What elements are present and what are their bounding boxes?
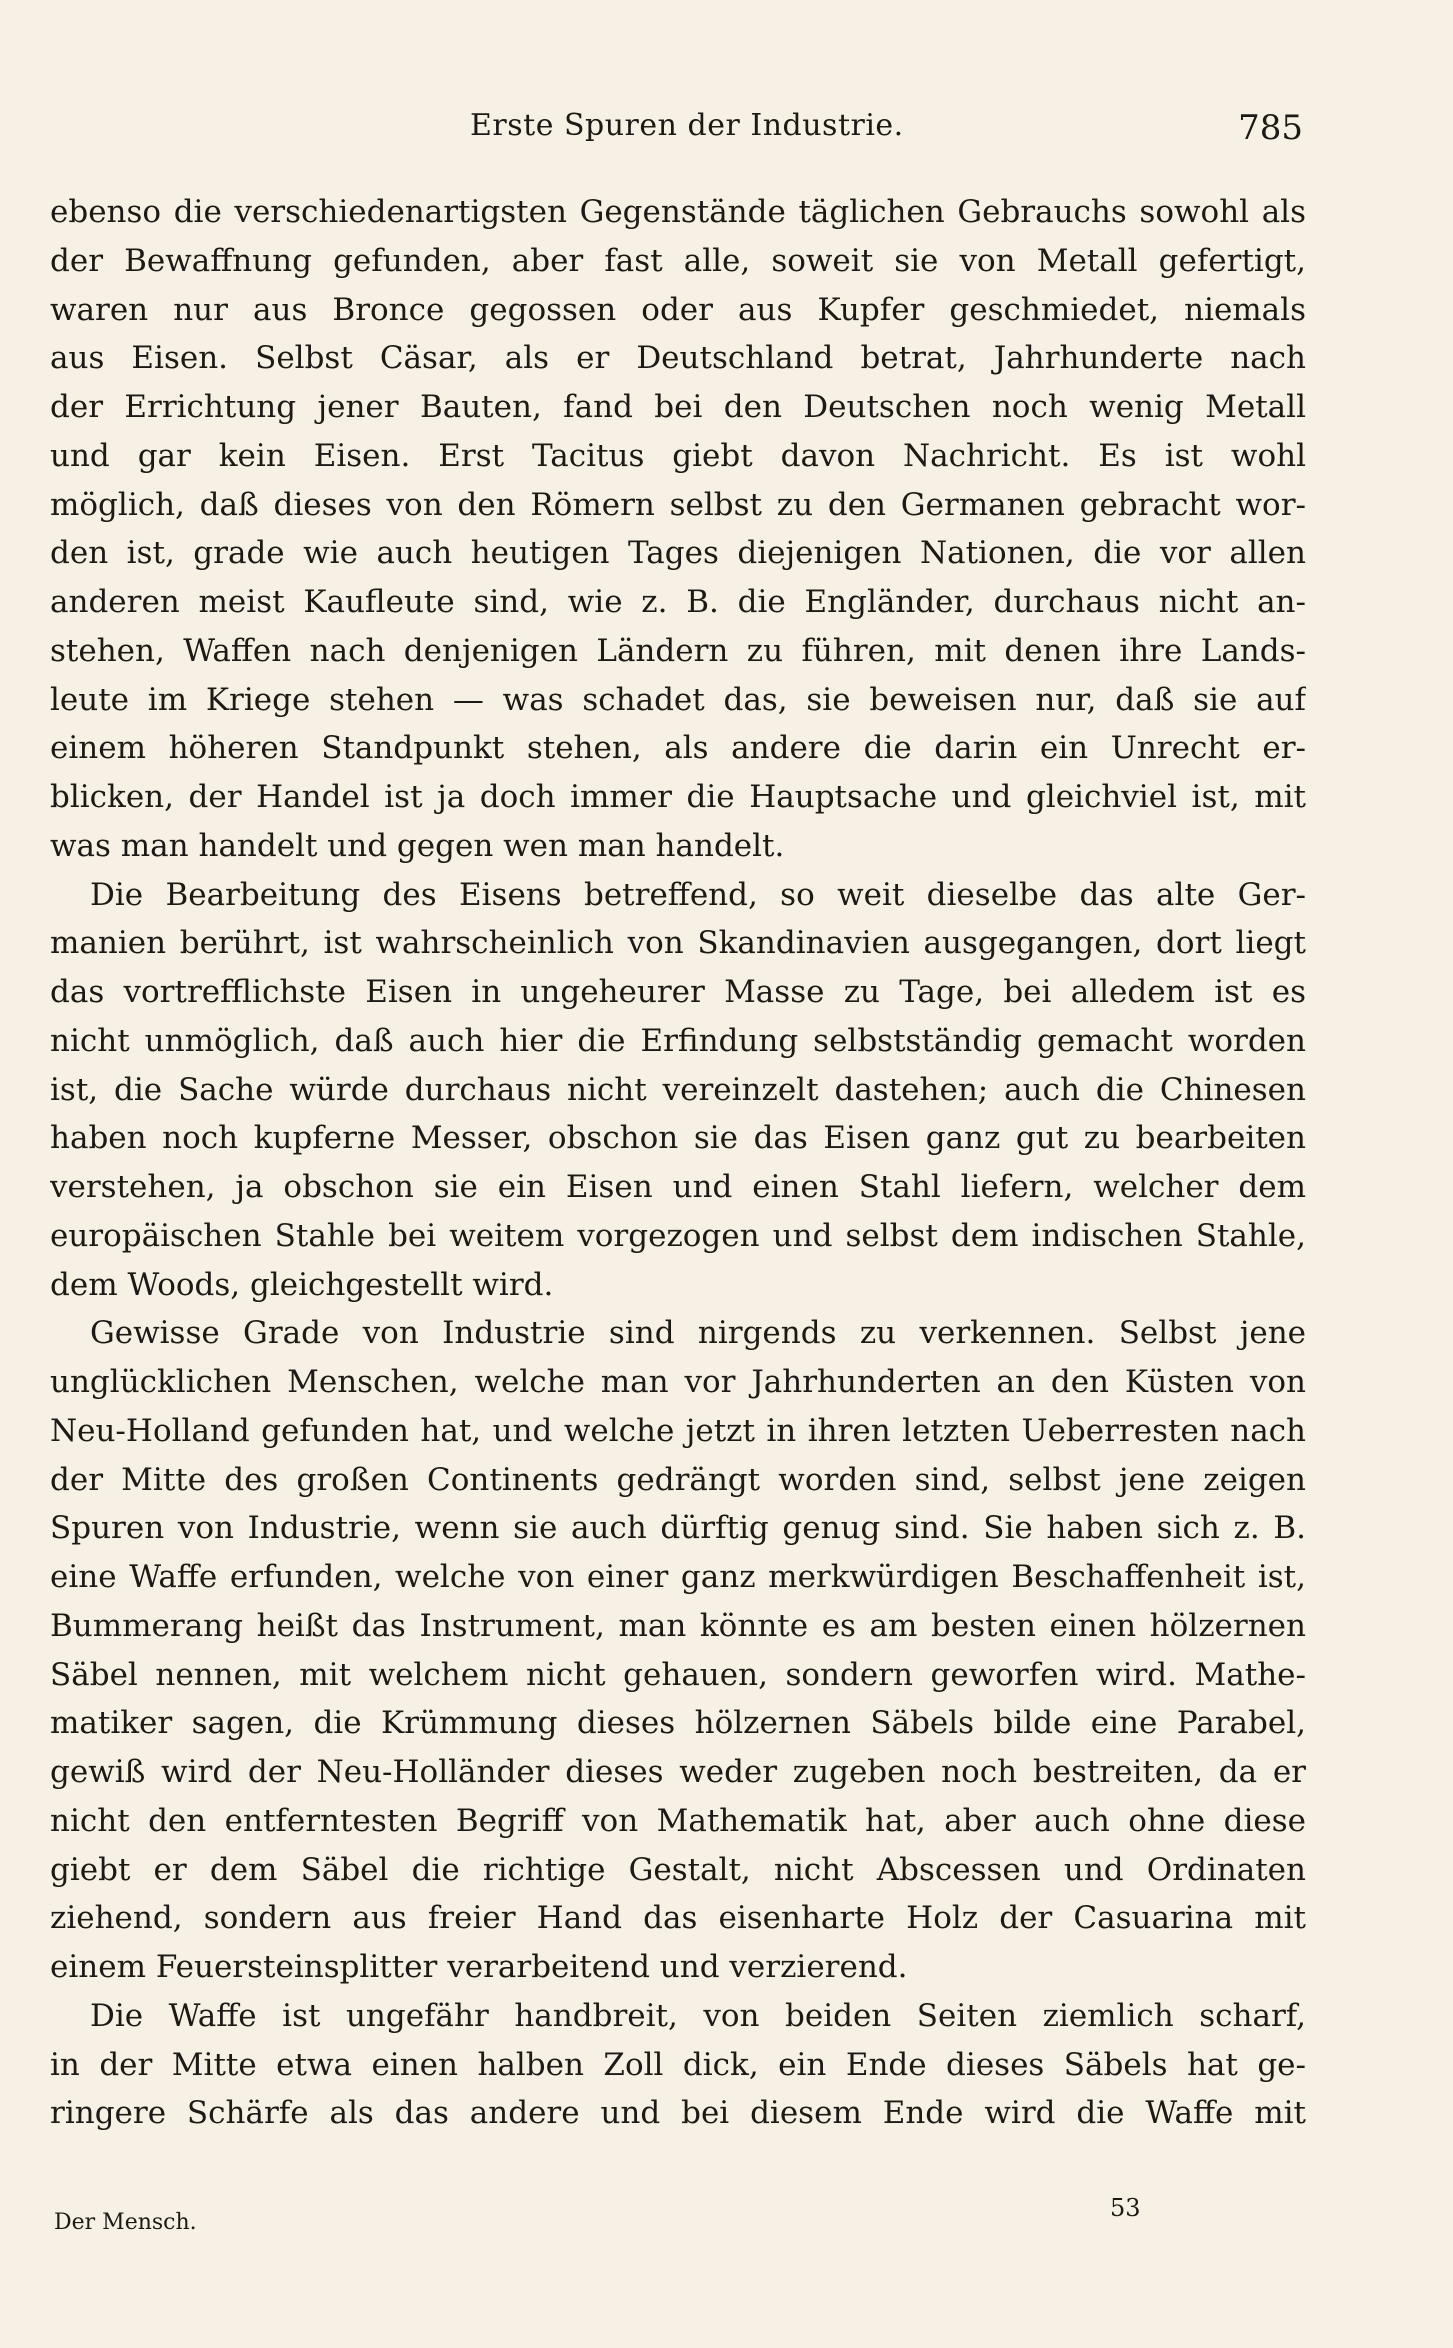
- text-line: Neu-Holland gefunden hat, und welche jetzt in ihren letzten Ueberresten nach: [50, 1412, 1306, 1449]
- footer-signature: Der Mensch.: [54, 2210, 197, 2235]
- text-line: Säbel nennen, mit welchem nicht gehauen, sondern geworfen wird. Mathe-: [50, 1656, 1306, 1693]
- text-line: einem Feuersteinsplitter verarbeitend und verzierend.: [50, 1949, 908, 1985]
- text-line: der Bewaffnung gefunden, aber fast alle, soweit sie von Metall gefertigt,: [50, 242, 1306, 279]
- text-line: anderen meist Kaufleute sind, wie z. B. die Engländer, durchaus nicht an-: [50, 584, 1306, 620]
- text-line: ringere Schärfe als das andere und bei diesem Ende wird die Waffe mit: [50, 2095, 1306, 2132]
- text-line: das vortrefflichste Eisen in ungeheurer Masse zu Tage, bei alledem ist es: [50, 974, 1306, 1010]
- text-line: Gewisse Grade von Industrie sind nirgends zu verkennen. Selbst jene: [90, 1315, 1306, 1352]
- text-line: waren nur aus Bronce gegossen oder aus Kupfer geschmiedet, niemals: [50, 291, 1306, 328]
- text-line: der Errichtung jener Bauten, fand bei den Deutschen noch wenig Metall: [50, 389, 1306, 425]
- text-line: manien berührt, ist wahrscheinlich von Skandinavien ausgegangen, dort liegt: [50, 925, 1306, 962]
- text-line: der Mitte des großen Continents gedrängt worden sind, selbst jene zeigen: [50, 1461, 1306, 1498]
- text-line: dem Woods, gleichgestellt wird.: [50, 1266, 554, 1303]
- text-line: ist, die Sache würde durchaus nicht vereinzelt dastehen; auch die Chinesen: [50, 1071, 1306, 1108]
- text-line: eine Waffe erfunden, welche von einer ganz merkwürdigen Beschaffenheit ist,: [50, 1559, 1306, 1595]
- running-title: Erste Spuren der Industrie.: [470, 108, 904, 143]
- text-line: möglich, daß dieses von den Römern selbst zu den Germanen gebracht wor-: [50, 486, 1306, 523]
- text-line: Bummerang heißt das Instrument, man könnte es am besten einen hölzernen: [50, 1607, 1306, 1644]
- text-line: haben noch kupferne Messer, obschon sie das Eisen ganz gut zu bearbeiten: [50, 1120, 1306, 1157]
- text-line: matiker sagen, die Krümmung dieses hölzernen Säbels bilde eine Parabel,: [50, 1705, 1306, 1742]
- body-text: [50, 188, 1306, 2138]
- text-line: giebt er dem Säbel die richtige Gestalt, nicht Abscessen und Ordinaten: [50, 1851, 1306, 1888]
- text-line: Spuren von Industrie, wenn sie auch dürftig genug sind. Sie haben sich z. B.: [50, 1510, 1306, 1547]
- text-line: nicht den entferntesten Begriff von Mathematik hat, aber auch ohne diese: [50, 1802, 1306, 1839]
- text-line: unglücklichen Menschen, welche man vor Jahrhunderten an den Küsten von: [50, 1364, 1306, 1400]
- text-line: Die Bearbeitung des Eisens betreffend, so weit dieselbe das alte Ger-: [90, 876, 1306, 913]
- text-line: ebenso die verschiedenartigsten Gegenstände täglichen Gebrauchs sowohl als: [50, 194, 1306, 230]
- page-number: 785: [1238, 108, 1303, 148]
- text-line: stehen, Waffen nach denjenigen Ländern zu führen, mit denen ihre Lands-: [50, 632, 1306, 669]
- text-line: nicht unmöglich, daß auch hier die Erfindung selbstständig gemacht worden: [50, 1022, 1306, 1059]
- text-line: verstehen, ja obschon sie ein Eisen und einen Stahl liefern, welcher dem: [50, 1169, 1306, 1205]
- text-line: aus Eisen. Selbst Cäsar, als er Deutschland betrat, Jahrhunderte nach: [50, 340, 1306, 377]
- text-line: in der Mitte etwa einen halben Zoll dick, ein Ende dieses Säbels hat ge-: [50, 2046, 1306, 2083]
- text-line: blicken, der Handel ist ja doch immer die Hauptsache und gleichviel ist, mit: [50, 779, 1306, 815]
- text-line: europäischen Stahle bei weitem vorgezogen und selbst dem indischen Stahle,: [50, 1217, 1306, 1254]
- text-line: und gar kein Eisen. Erst Tacitus giebt davon Nachricht. Es ist wohl: [50, 437, 1306, 474]
- text-line: einem höheren Standpunkt stehen, als andere die darin ein Unrecht er-: [50, 730, 1306, 767]
- text-line: den ist, grade wie auch heutigen Tages diejenigen Nationen, die vor allen: [50, 535, 1306, 572]
- text-line: gewiß wird der Neu-Holländer dieses weder zugeben noch bestreiten, da er: [50, 1754, 1306, 1790]
- text-line: was man handelt und gegen wen man handelt.: [50, 827, 785, 864]
- sheet-number: 53: [1110, 2194, 1141, 2222]
- text-line: ziehend, sondern aus freier Hand das eisenharte Holz der Casuarina mit: [50, 1900, 1306, 1937]
- text-line: leute im Kriege stehen — was schadet das, sie beweisen nur, daß sie auf: [50, 681, 1306, 718]
- text-line: Die Waffe ist ungefähr handbreit, von beiden Seiten ziemlich scharf,: [90, 1997, 1306, 2034]
